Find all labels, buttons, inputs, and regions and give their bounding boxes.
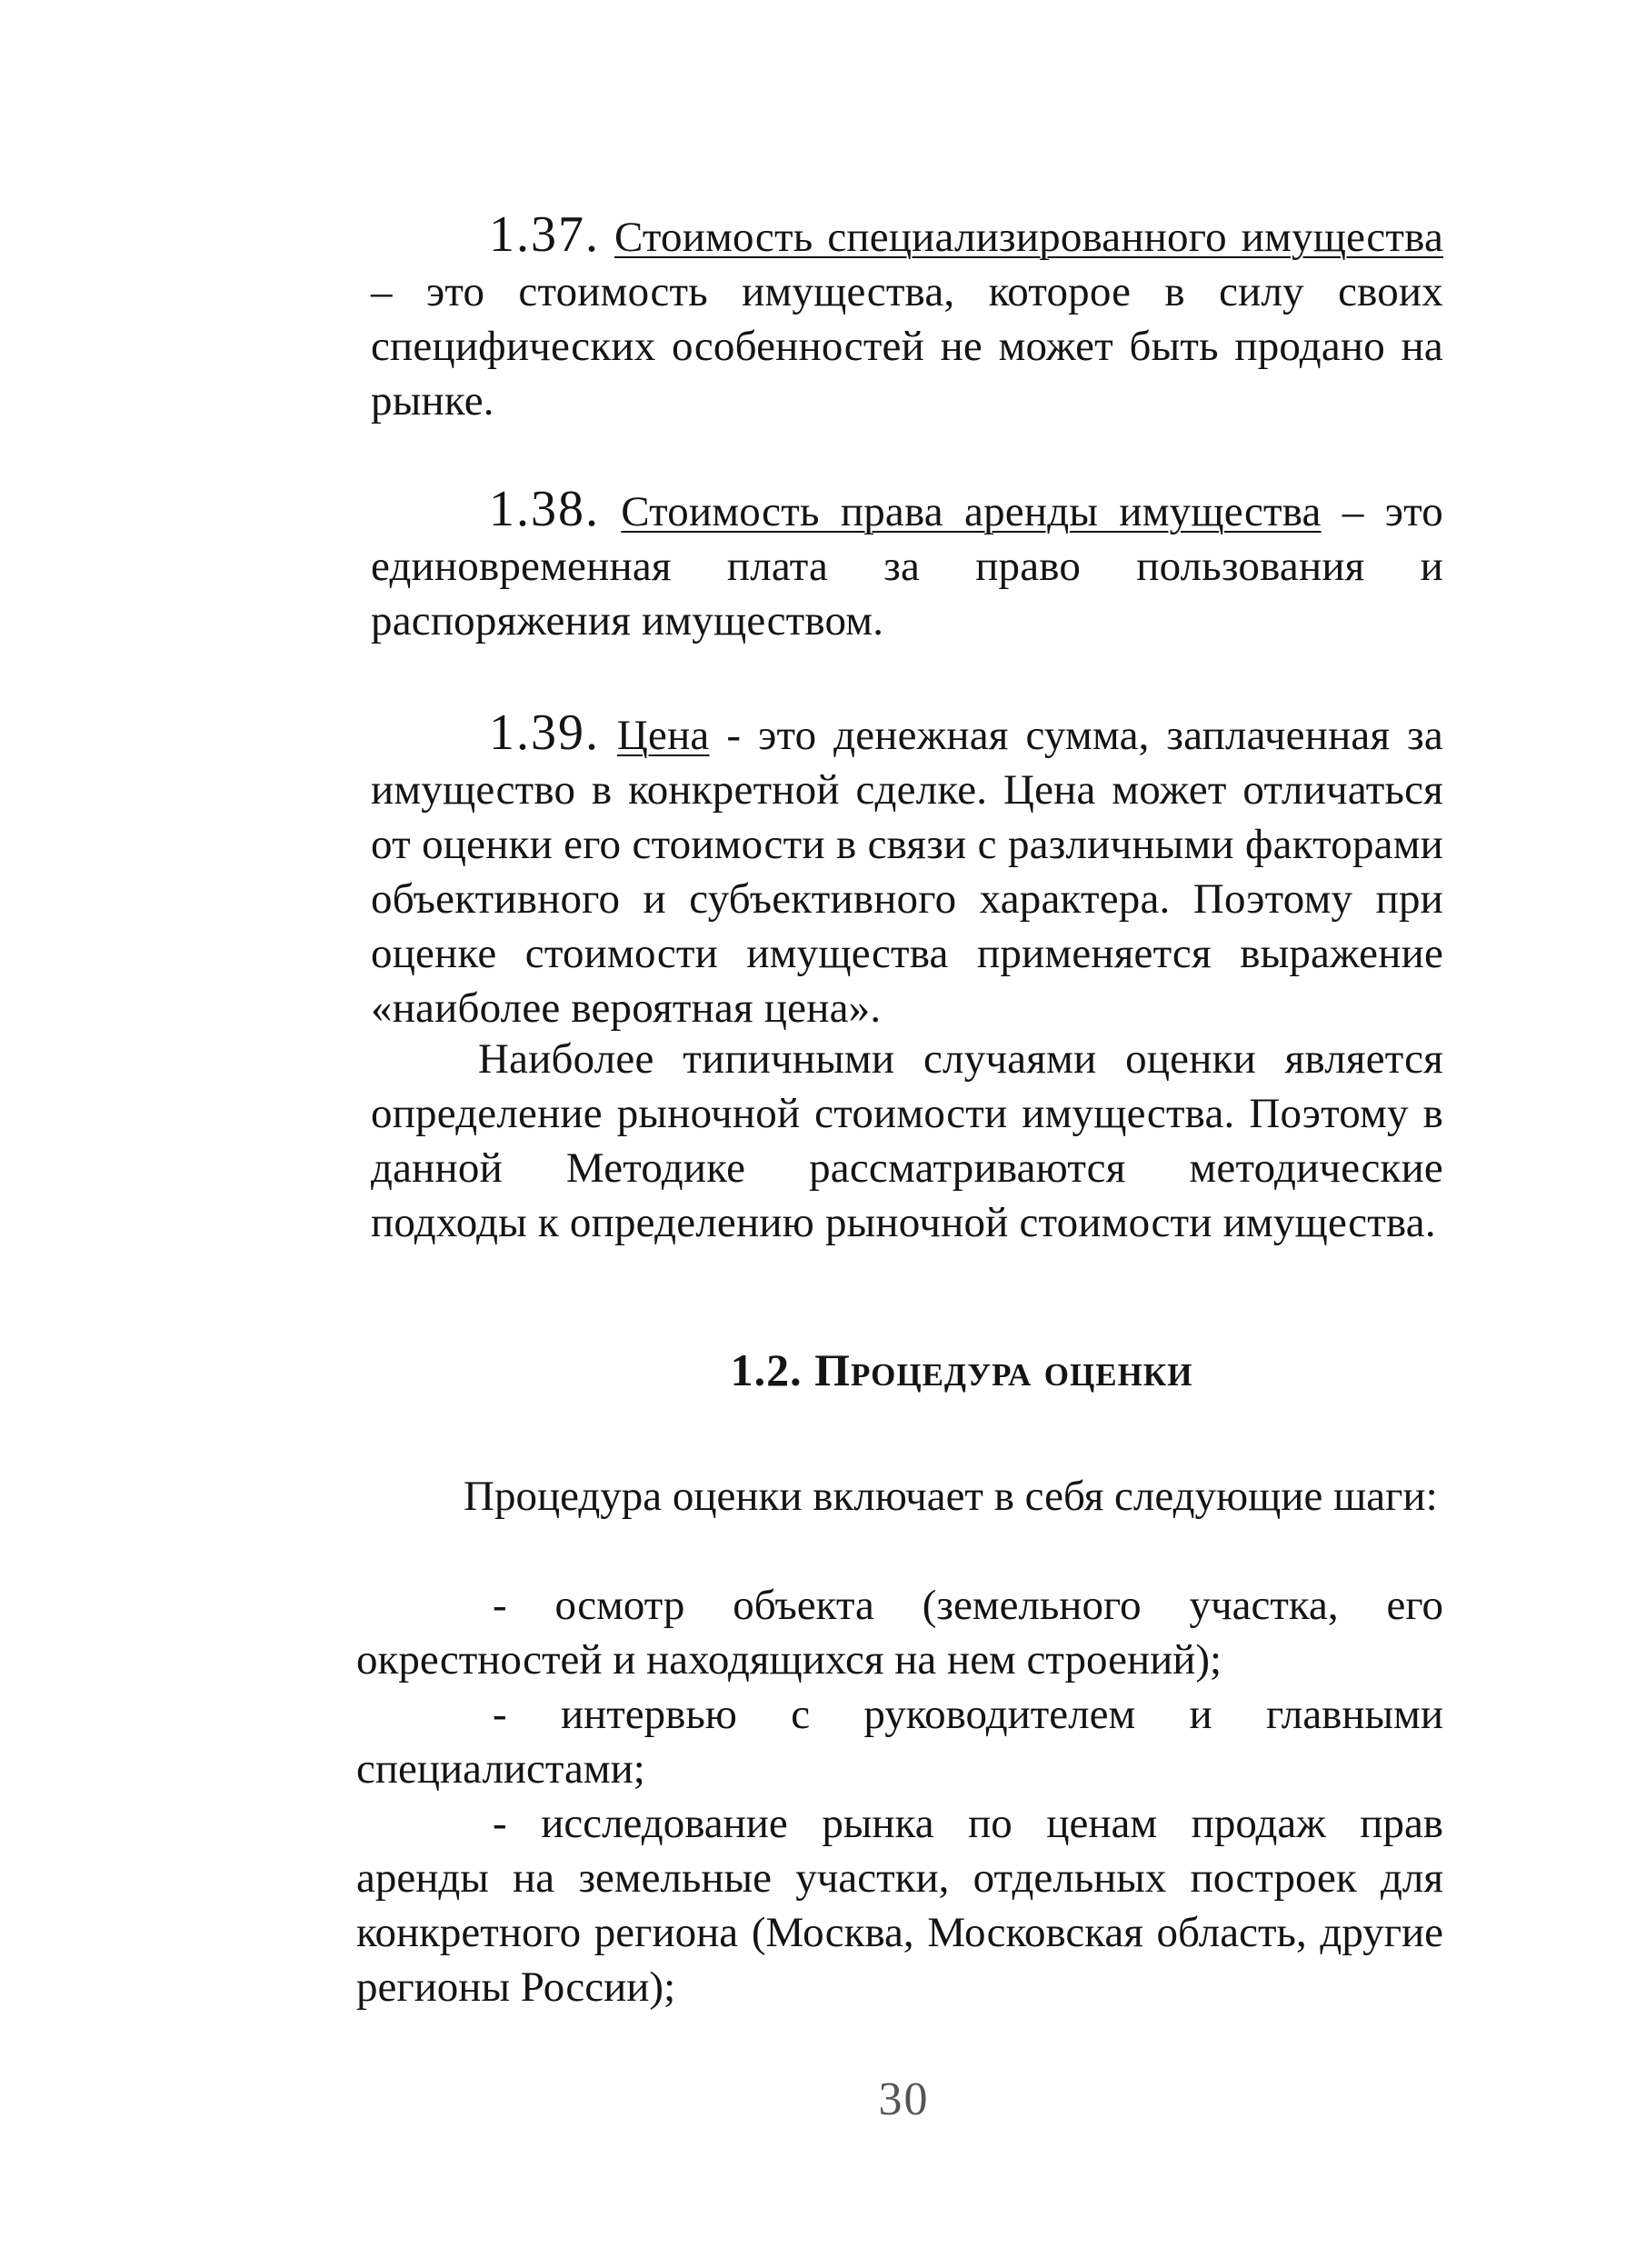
procedure-step: - интервью с руководителем и главными специалистами; — [356, 1691, 1443, 1793]
procedure-step: - осмотр объекта (земельного участка, его окрестностей и находящихся на нем строений); — [356, 1582, 1443, 1684]
definition-text: – это единовременная плата за право пользования и распоряжения имуществом. — [371, 488, 1443, 644]
procedure-intro: Процедура оценки включает в себя следующие шаги: — [464, 1473, 1438, 1520]
paragraph-1-39 — [371, 705, 1443, 1035]
clause-number: 1.39. — [489, 704, 600, 761]
clause-number: 1.38. — [489, 481, 600, 537]
defined-term: Цена — [616, 712, 710, 759]
section-heading: 1.2. Процедура оценки — [730, 1344, 1193, 1395]
definition-text: - это денежная сумма, заплаченная за имущество в конкретной сделке. Цена может отличаться от оценки его стоимости в связи с различными факторами объективного и субъективного характера. Поэтому при оценке стоимости имущества применяется выражение «наиболее вероятная цена». — [371, 712, 1443, 1032]
paragraph-1-38 — [371, 482, 1443, 648]
paragraph-1-37 — [371, 207, 1443, 428]
clause-number: 1.37. — [489, 206, 600, 263]
defined-term: Стоимость специализированного имущества — [614, 214, 1444, 261]
definition-text: – это стоимость имущества, которое в силу своих специфических особенностей не может быть продано на рынке. — [371, 268, 1443, 425]
defined-term: Стоимость права аренды имущества — [621, 488, 1322, 535]
paragraph-continuation: Наиболее типичными случаями оценки является определение рыночной стоимости имущества. Поэтому в данной Методике рассматриваются методические подходы к определению рыночной стоимости имущества. — [371, 1035, 1443, 1246]
page-number: 30 — [878, 2073, 930, 2125]
procedure-step: - исследование рынка по ценам продаж прав аренды на земельные участки, отдельных построек для конкретного региона (Москва, Московская область, другие регионы России); — [356, 1800, 1443, 2011]
